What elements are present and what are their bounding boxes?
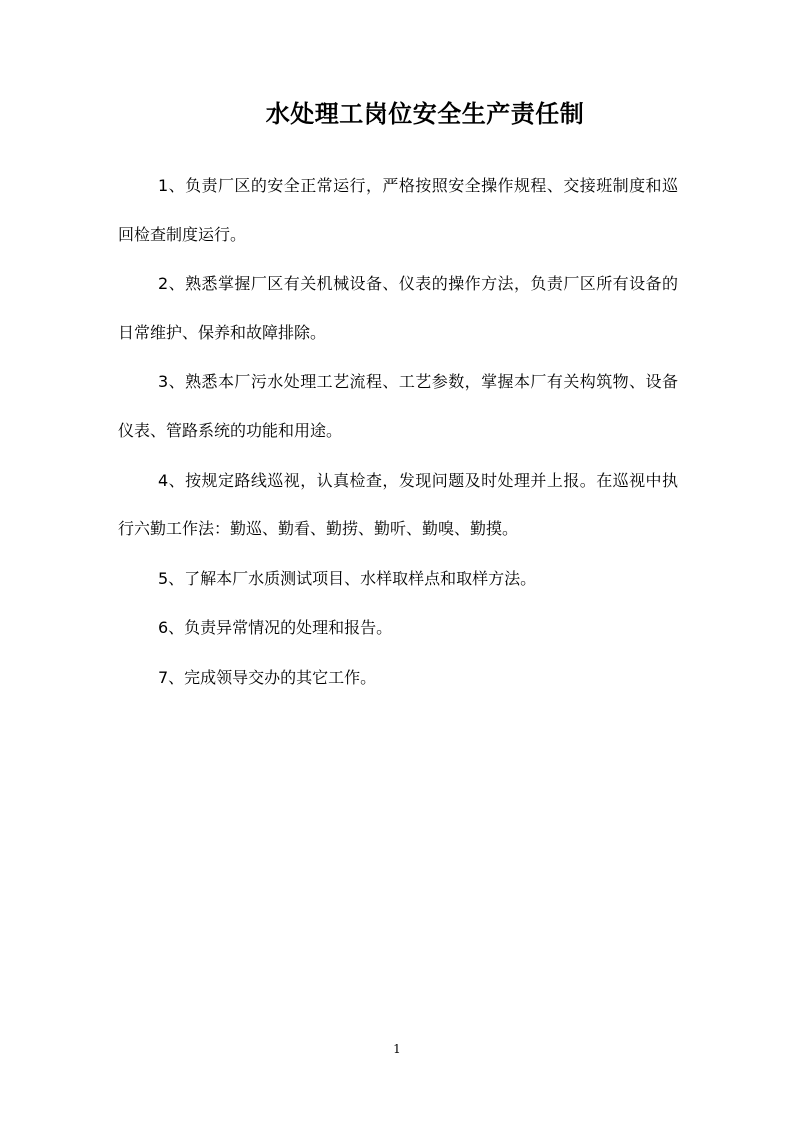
paragraph-2: 2、熟悉掌握厂区有关机械设备、仪表的操作方法，负责厂区所有设备的日常维护、保养和故障排除。	[118, 274, 678, 342]
paragraph-3: 3、熟悉本厂污水处理工艺流程、工艺参数，掌握本厂有关构筑物、设备仪表、管路系统的功能和用途。	[118, 372, 678, 440]
document-body	[118, 162, 678, 704]
paragraph-4: 4、按规定路线巡视，认真检查，发现问题及时处理并上报。在巡视中执行六勤工作法：勤巡、勤看、勤捞、勤听、勤嗅、勤摸。	[118, 470, 678, 539]
paragraph-5: 5、了解本厂水质测试项目、水样取样点和取样方法。	[158, 568, 537, 588]
paragraph-1: 1、负责厂区的安全正常运行，严格按照安全操作规程、交接班制度和巡回检查制度运行。	[118, 176, 678, 244]
document-title: 水处理工岗位安全生产责任制	[265, 99, 585, 128]
paragraph-6: 6、负责异常情况的处理和报告。	[158, 618, 393, 638]
page-number: 1	[393, 1042, 401, 1056]
paragraph-7: 7、完成领导交办的其它工作。	[158, 667, 377, 687]
